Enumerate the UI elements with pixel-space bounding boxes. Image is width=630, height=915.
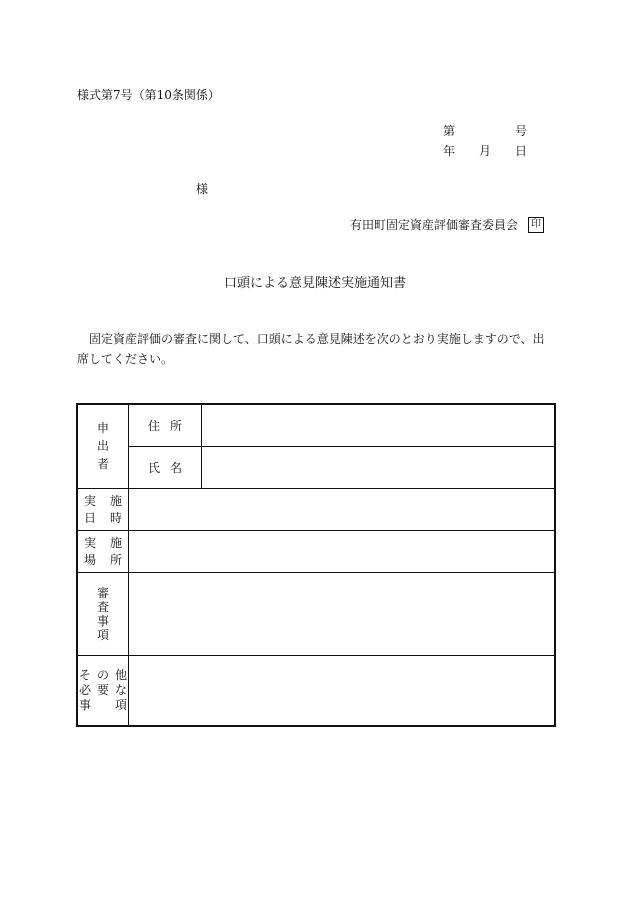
form-number: 様式第7号（第10条関係） xyxy=(77,88,220,102)
review-label: 審 査 事 項 xyxy=(96,585,109,642)
address-field[interactable] xyxy=(202,404,556,446)
datetime-field[interactable] xyxy=(129,488,556,530)
place-label-cell xyxy=(77,530,129,572)
issuer-line xyxy=(350,216,544,233)
address-label: 住所 xyxy=(129,404,202,446)
name-label: 氏名 xyxy=(129,446,202,488)
date-year: 年 xyxy=(443,144,456,158)
other-label: そ の 他 必 要 な 事 項 xyxy=(78,667,128,712)
number-suffix: 号 xyxy=(514,124,527,138)
addressee-suffix: 様 xyxy=(196,182,209,196)
seal-mark: 印 xyxy=(528,217,544,233)
other-label-cell xyxy=(77,655,129,726)
datetime-label: 実 施 日 時 xyxy=(83,493,123,525)
number-prefix: 第 xyxy=(443,124,456,138)
review-field[interactable] xyxy=(129,572,556,655)
review-label-cell xyxy=(77,572,129,655)
applicant-label-cell xyxy=(77,404,129,488)
datetime-label-cell xyxy=(77,488,129,530)
document-number-line xyxy=(443,122,527,139)
document-title: 口頭による意見陳述実施通知書 xyxy=(223,276,406,291)
body-text: 固定資産評価の審査に関して、口頭による意見陳述を次のとおり実施しますので、出席してください。 xyxy=(77,332,545,366)
form-table xyxy=(76,403,556,727)
name-field[interactable] xyxy=(202,446,556,488)
other-field[interactable] xyxy=(129,655,556,726)
date-day: 日 xyxy=(514,144,527,158)
applicant-label: 申 出 者 xyxy=(96,421,109,472)
place-field[interactable] xyxy=(129,530,556,572)
place-label: 実 施 場 所 xyxy=(83,535,123,567)
issuer-name: 有田町固定資産評価審査委員会 xyxy=(350,218,519,232)
date-line xyxy=(443,142,527,159)
date-month: 月 xyxy=(478,144,491,158)
